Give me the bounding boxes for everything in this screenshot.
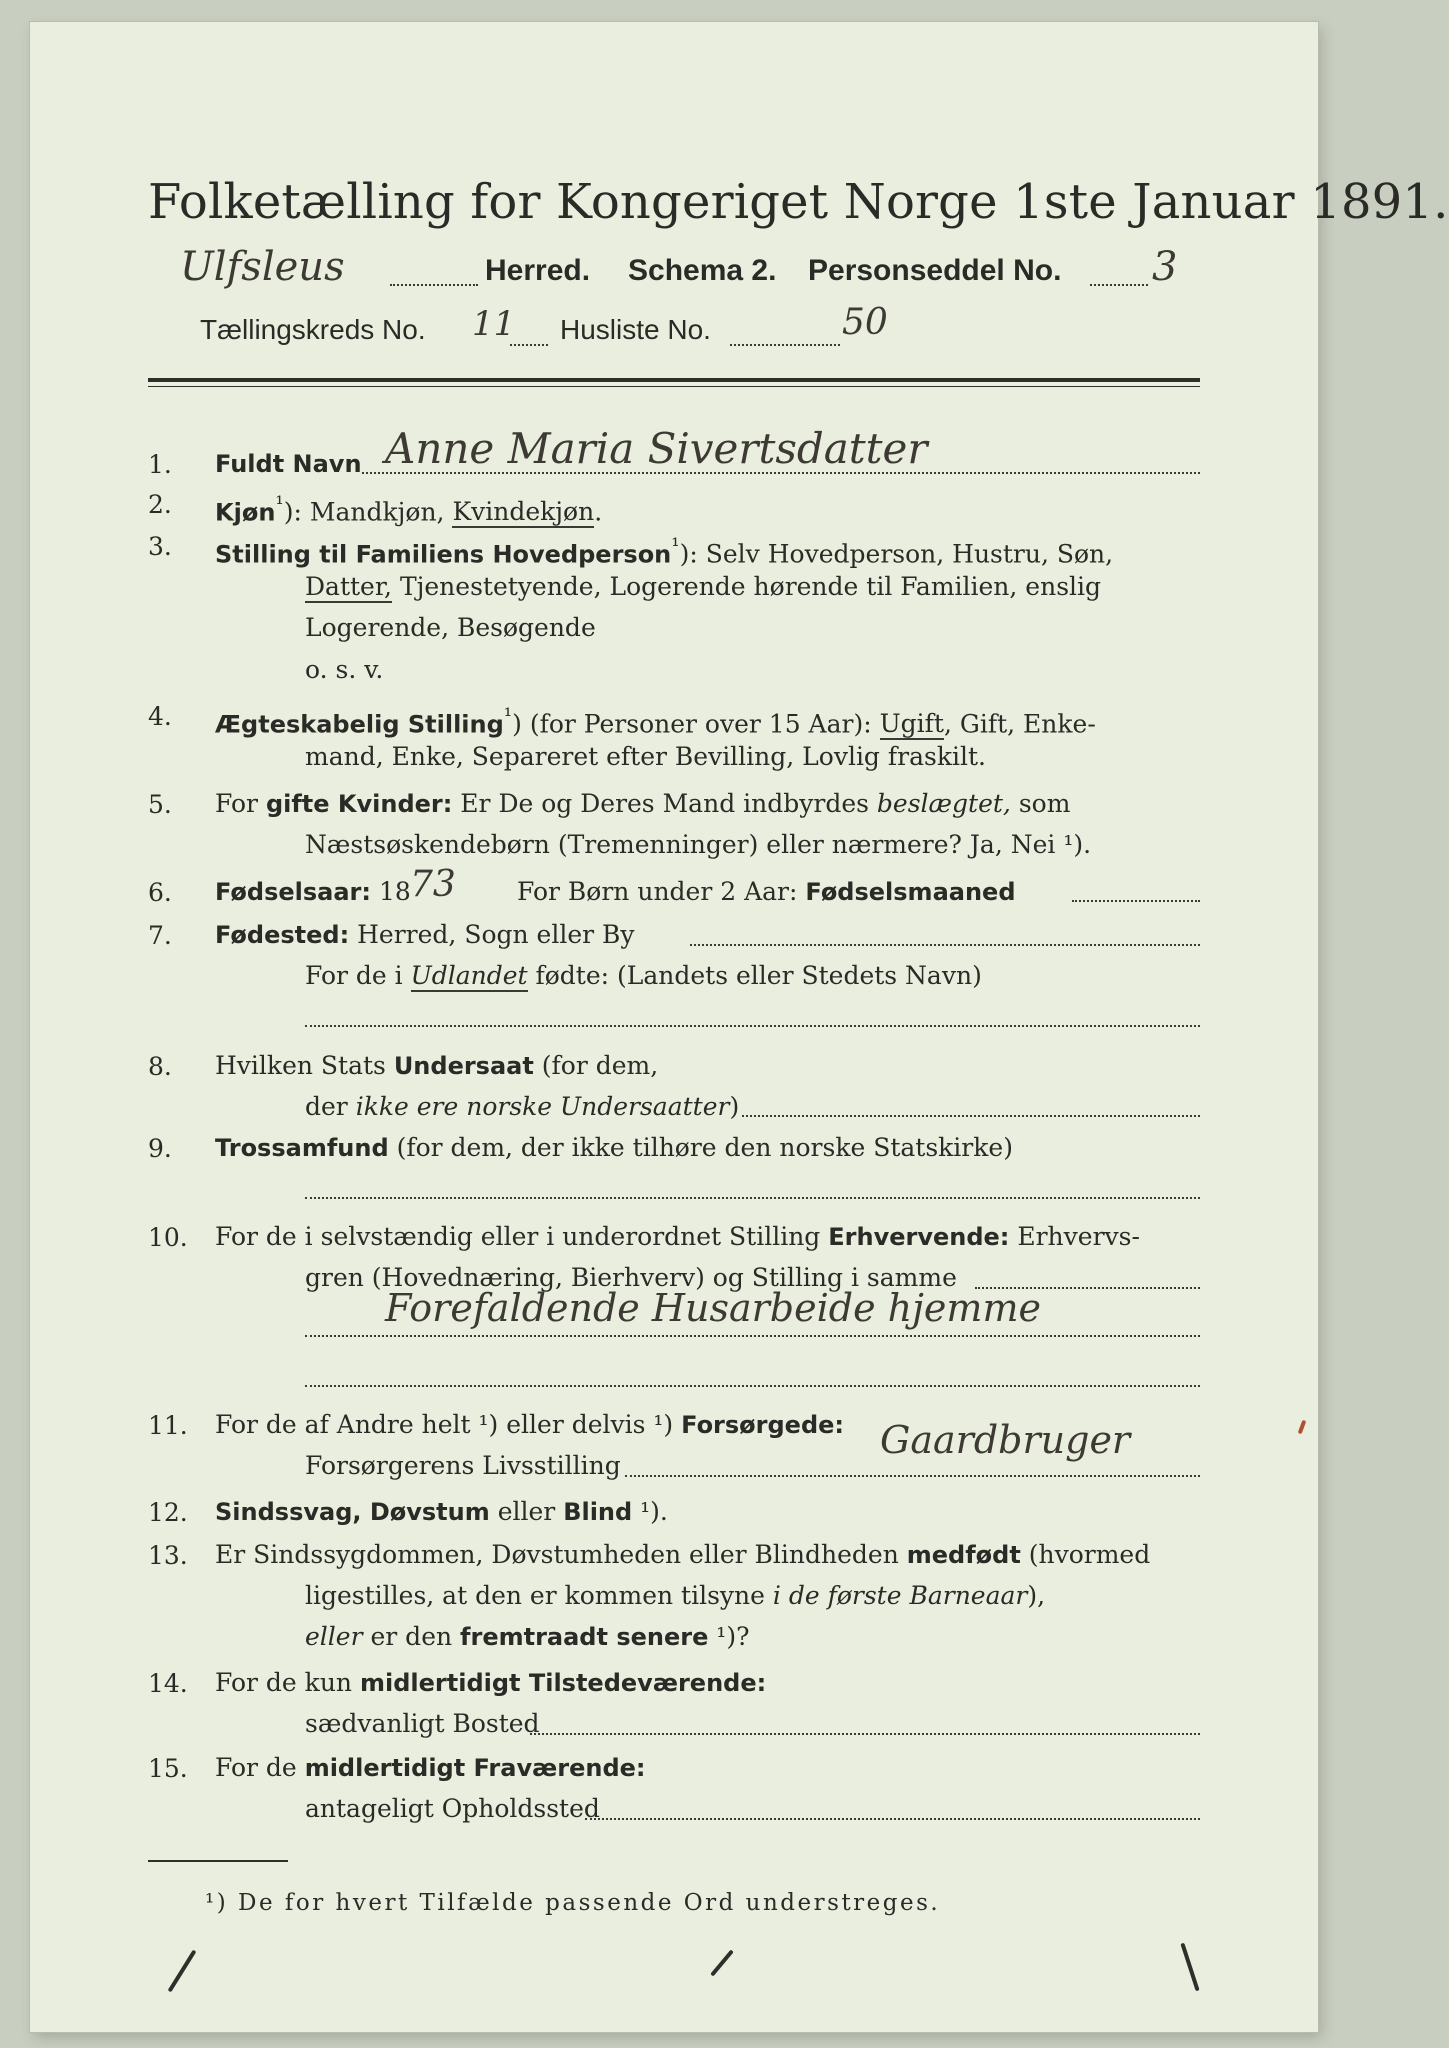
item-14-line-1: For de kun midlertidigt Tilstedeværende:	[215, 1668, 767, 1697]
herred-label: Herred.	[485, 254, 591, 287]
item-11-provider-value: Gaardbruger	[880, 1418, 1131, 1462]
item-2-text: Kjøn$^{^1}$): Mandkjøn, Kvindekjøn.	[215, 492, 603, 527]
item-3-line-2: Datter, Tjenestetyende, Logerende hørende til Familien, enslig	[305, 572, 1102, 601]
item-3-underlined-datter: Datter,	[305, 572, 392, 601]
item-4-number: 4.	[148, 702, 172, 731]
item-9-line: Trossamfund (for dem, der ikke tilhøre den norske Statskirke)	[215, 1133, 1013, 1162]
item-7-dots-2	[305, 1025, 1200, 1027]
item-13-number: 13.	[148, 1541, 188, 1570]
ink-mark-left	[168, 1950, 197, 1993]
item-3-line-3: Logerende, Besøgende	[305, 613, 596, 642]
item-8-line-1: Hvilken Stats Undersaat (for dem,	[215, 1051, 659, 1080]
header-rule-thick	[148, 378, 1200, 382]
item-15-line-2: antageligt Opholdssted	[305, 1794, 600, 1823]
item-8-line-2: der ikke ere norske Undersaatter)	[305, 1092, 740, 1121]
header-rule-thin	[148, 386, 1200, 387]
item-11-line-1: For de af Andre helt ¹) eller delvis ¹) Forsørgede:	[215, 1410, 845, 1439]
item-8-number: 8.	[148, 1052, 172, 1081]
ink-mark-right	[1180, 1943, 1199, 1992]
item-15-number: 15.	[148, 1754, 188, 1783]
personseddel-value: 3	[1152, 244, 1178, 290]
husliste-label: Husliste No.	[560, 314, 711, 345]
item-12-number: 12.	[148, 1498, 188, 1527]
schema-label: Schema 2.	[628, 254, 777, 287]
item-3-line-4: o. s. v.	[305, 655, 384, 684]
husliste-dots	[730, 344, 840, 346]
item-7-line-1: Fødested: Herred, Sogn eller By	[215, 920, 635, 949]
item-1-name-value: Anne Maria Sivertsdatter	[385, 424, 928, 473]
item-9-number: 9.	[148, 1134, 172, 1163]
item-5-line-2: Næstsøskendebørn (Tremenninger) eller nærmere? Ja, Nei ¹).	[305, 830, 1092, 859]
item-7-line-2: For de i Udlandet fødte: (Landets eller Stedets Navn)	[305, 961, 982, 990]
item-4-line-2: mand, Enke, Separeret efter Bevilling, Lovlig fraskilt.	[305, 742, 986, 771]
item-11-number: 11.	[148, 1411, 188, 1440]
item-1-number: 1.	[148, 450, 172, 479]
item-10-number: 10.	[148, 1223, 188, 1252]
herred-dots	[390, 284, 478, 286]
footnote: ¹) De for hvert Tilfælde passende Ord understreges.	[205, 1890, 941, 1916]
footnote-rule	[148, 1860, 288, 1862]
item-10-line-1: For de i selvstændig eller i underordnet Stilling Erhvervende: Erhvervs-	[215, 1222, 1140, 1251]
item-3-number: 3.	[148, 532, 172, 561]
form-title: Folketælling for Kongeriget Norge 1ste Januar 1891.	[148, 174, 1449, 230]
item-10-line-2: gren (Hovednæring, Bierhverv) og Stilling i samme	[305, 1263, 957, 1292]
item-15-line-1: For de midlertidigt Fraværende:	[215, 1753, 646, 1782]
item-8-dots	[742, 1115, 1200, 1117]
item-6-dots	[1072, 900, 1200, 902]
item-1-label: Fuldt Navn	[215, 450, 362, 478]
item-7-dots	[690, 944, 1200, 946]
item-14-line-2: sædvanligt Bosted	[305, 1709, 540, 1738]
item-6-year-value: 73	[410, 864, 456, 905]
ink-mark-center	[710, 1949, 734, 1976]
item-6-number: 6.	[148, 878, 172, 907]
herred-value: Ulfsleus	[180, 244, 345, 290]
item-10-dots-2	[305, 1335, 1200, 1337]
item-10-occupation-value: Forefaldende Husarbeide hjemme	[385, 1286, 1041, 1330]
item-10-dots-3	[305, 1385, 1200, 1387]
item-3-line-1: Stilling til Familiens Hovedperson$^{^1}$): Selv Hovedperson, Hustru, Søn,	[215, 534, 1114, 569]
item-11-line-2: Forsørgerens Livsstilling	[305, 1451, 621, 1480]
husliste-value: 50	[842, 302, 888, 343]
item-7-number: 7.	[148, 921, 172, 950]
taellingskreds-label: Tællingskreds No.	[200, 314, 426, 345]
item-9-dots	[305, 1197, 1200, 1199]
item-14-number: 14.	[148, 1669, 188, 1698]
personseddel-label: Personseddel No.	[808, 254, 1062, 287]
item-4-underlined-ugift: Ugift	[879, 709, 944, 739]
item-1-dots	[362, 472, 1200, 474]
item-13-line-2: ligestilles, at den er kommen tilsyne i de første Barneaar),	[305, 1581, 1046, 1610]
item-5-line-1: For gifte Kvinder: Er De og Deres Mand indbyrdes beslægtet, som	[215, 789, 1071, 818]
item-11-dots	[625, 1475, 1200, 1477]
census-form-sheet	[30, 22, 1449, 2032]
item-5-number: 5.	[148, 790, 172, 819]
ink-mark-red	[1298, 1420, 1307, 1435]
item-4-line-1: Ægteskabelig Stilling$^{^1}$) (for Personer over 15 Aar): Ugift, Gift, Enke-	[215, 704, 1096, 739]
item-14-dots	[530, 1733, 1200, 1735]
taellingskreds-value: 11	[472, 304, 516, 344]
item-12-line: Sindssvag, Døvstum eller Blind ¹).	[215, 1497, 668, 1526]
personseddel-dots	[1090, 284, 1148, 286]
taellingskreds-dots	[510, 344, 548, 346]
item-15-dots	[585, 1818, 1200, 1820]
item-2-number: 2.	[148, 490, 172, 519]
item-2-underlined-kvindekjon: Kvindekjøn	[452, 497, 595, 527]
item-13-line-1: Er Sindssygdommen, Døvstumheden eller Blindheden medfødt (hvormed	[215, 1540, 1151, 1569]
item-6-line: Fødselsaar: 18	[215, 877, 411, 906]
item-13-line-3: eller er den fremtraadt senere ¹)?	[305, 1622, 750, 1651]
item-6-line-b: For Børn under 2 Aar: Fødselsmaaned	[517, 877, 1016, 906]
